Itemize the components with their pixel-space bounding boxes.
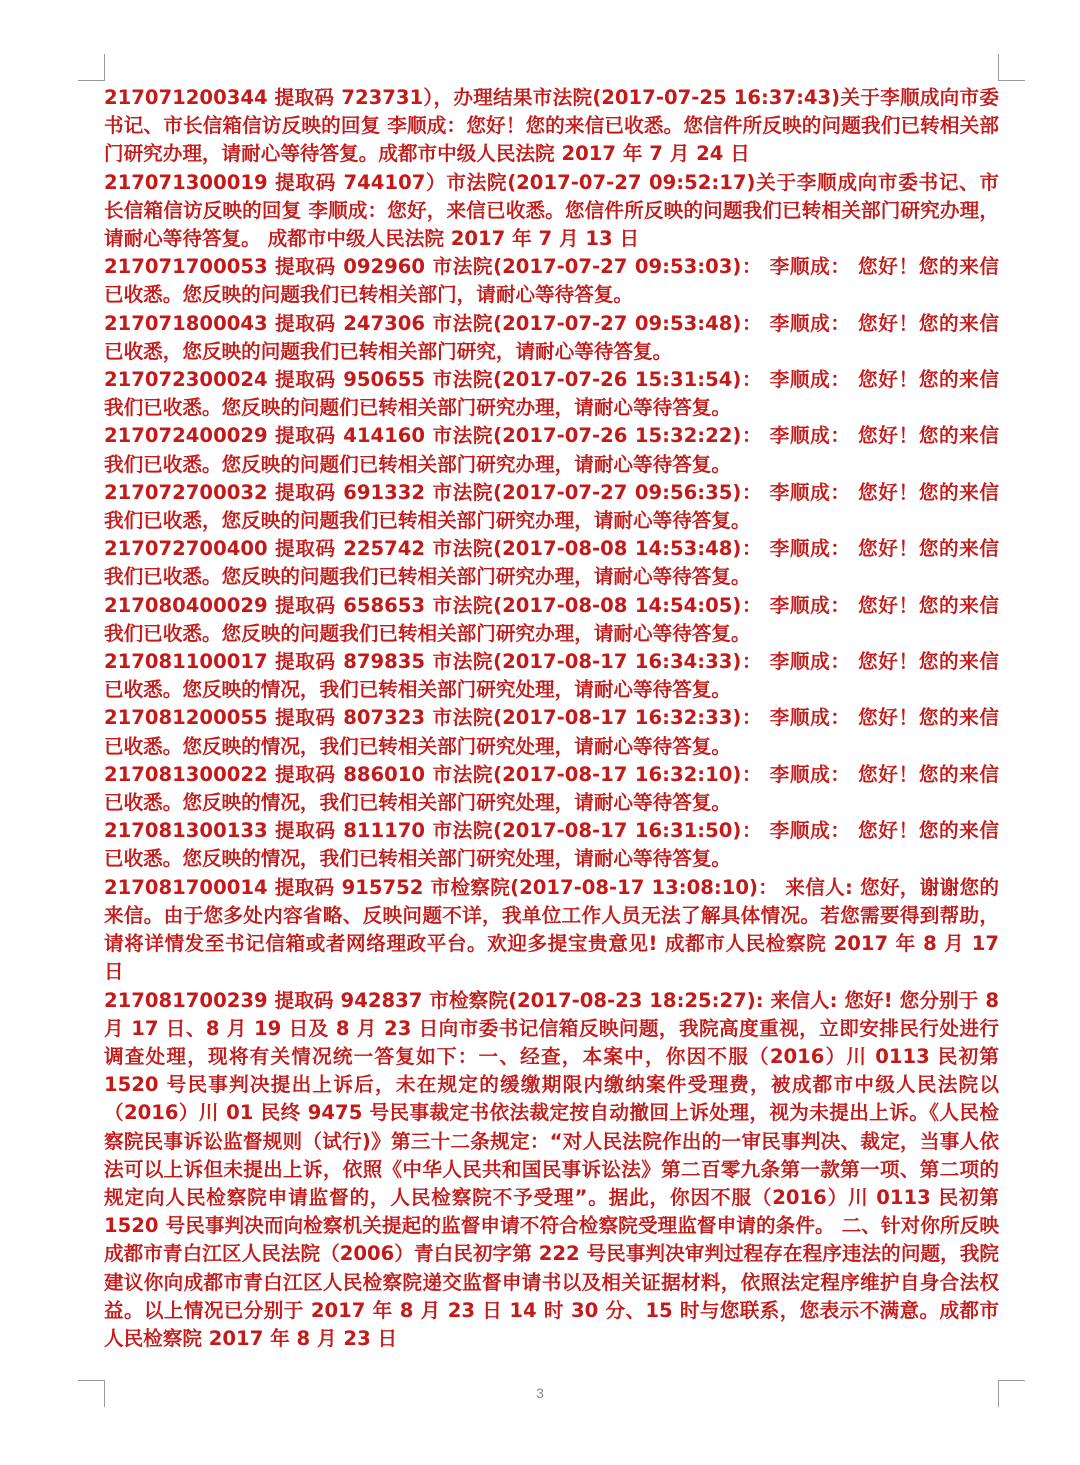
paragraph: 217080400029 提取码 658653 市法院(2017-08-08 14:54:05)： 李顺成： 您好！您的来信我们已收悉。您反映的问题我们已转相关部门研究办理，请耐心等待答复。 — [104, 593, 999, 645]
crop-mark-top-left — [78, 54, 105, 81]
paragraph: 217071700053 提取码 092960 市法院(2017-07-27 09:53:03)： 李顺成： 您好！您的来信已收悉。您反映的问题我们已转相关部门，请耐心等待答复。 — [104, 255, 999, 307]
paragraph: 217071200344 提取码 723731），办理结果市法院(2017-07-25 16:37:43)关于李顺成向市委书记、市长信箱信访反映的回复 李顺成：您好！您的来信已收悉。您信件所反映的问题我们已转相关部门研究办理，请耐心等待答复。成都市中级人民法院 2017 年 7 月 24 日 — [104, 86, 999, 166]
paragraph: 217072700032 提取码 691332 市法院(2017-07-27 09:56:35)： 李顺成： 您好！您的来信我们已收悉，您反映的问题我们已转相关部门研究办理，请耐心等待答复。 — [104, 480, 999, 533]
document-body — [104, 84, 999, 1353]
paragraph: 217081300022 提取码 886010 市法院(2017-08-17 16:32:10)： 李顺成： 您好！您的来信已收悉。您反映的情况，我们已转相关部门研究处理，请耐心等待答复。 — [104, 762, 999, 815]
paragraph: 217081200055 提取码 807323 市法院(2017-08-17 16:32:33)： 李顺成： 您好！您的来信已收悉。您反映的情况，我们已转相关部门研究处理，请耐心等待答复。 — [104, 706, 999, 758]
paragraph: 217081700239 提取码 942837 市检察院(2017-08-23 18:25:27): 来信人: 您好! 您分别于 8 月 17 日、8 月 19 日及 8 月 23 日向市委书记信箱反映问题，我院高度重视，立即安排民行处进行调查处理，现将有关情况统一答复如下：一、经查，本案中，你因不服（2016）川 0113 民初第 1520 号民事判决提出上诉后，未在规定的缓缴期限内缴纳案件受理费，被成都市中级人民法院以（2016）川 01 民终 9475 号民事裁定书依法裁定按自动撤回上诉处理，视为未提出上诉。《人民检察院民事诉讼监督规则（试行)》第三十二条规定：“对人民法院作出的一审民事判决、裁定，当事人依法可以上诉但未提出上诉，依照《中华人民共和国民事诉讼法》第二百零九条第一款第一项、第二项的规定向人民检察院申请监督的，人民检察院不予受理”。据此，你因不服（2016）川 0113 民初第 1520 号民事判决而向检察机关提起的监督申请不符合检察院受理监督申请的条件。 二、针对你所反映成都市青白江区人民法院（2006）青白民初字第 222 号民事判决审判过程存在程序违法的问题，我院建议你向成都市青白江区人民检察院递交监督申请书以及相关证据材料，依照法定程序维护自身合法权益。以上情况已分别于 2017 年 8 月 23 日 14 时 30 分、15 时与您联系，您表示不满意。成都市人民检察院 2017 年 8 月 23 日 — [104, 988, 999, 1350]
paragraph: 217072300024 提取码 950655 市法院(2017-07-26 15:31:54)： 李顺成： 您好！您的来信我们已收悉。您反映的问题们已转相关部门研究办理，请耐心等待答复。 — [104, 368, 999, 420]
paragraph: 217081100017 提取码 879835 市法院(2017-08-17 16:34:33)： 李顺成： 您好！您的来信已收悉。您反映的情况，我们已转相关部门研究处理，请耐心等待答复。 — [104, 650, 999, 702]
paragraph: 217071300019 提取码 744107）市法院(2017-07-27 09:52:17)关于李顺成向市委书记、市长信箱信访反映的回复 李顺成：您好，来信已收悉。您信件所反映的问题我们已转相关部门研究办理，请耐心等待答复。 成都市中级人民法院 2017 年 7 月 13 日 — [104, 170, 999, 251]
page-number: 3 — [536, 1385, 544, 1401]
paragraph: 217072400029 提取码 414160 市法院(2017-07-26 15:32:22)： 李顺成： 您好！您的来信我们已收悉。您反映的问题们已转相关部门研究办理，请耐心等待答复。 — [104, 424, 999, 476]
paragraph: 217072700400 提取码 225742 市法院(2017-08-08 14:53:48)： 李顺成： 您好！您的来信我们已收悉。您反映的问题我们已转相关部门研究办理，请耐心等待答复。 — [104, 537, 999, 589]
crop-mark-top-right — [998, 54, 1025, 81]
paragraph: 217071800043 提取码 247306 市法院(2017-07-27 09:53:48)： 李顺成： 您好！您的来信已收悉，您反映的问题我们已转相关部门研究，请耐心等待答复。 — [104, 311, 999, 363]
paragraph: 217081300133 提取码 811170 市法院(2017-08-17 16:31:50)： 李顺成： 您好！您的来信已收悉。您反映的情况，我们已转相关部门研究处理，请耐心等待答复。 — [104, 819, 999, 871]
paragraph: 217081700014 提取码 915752 市检察院(2017-08-17 13:08:10)： 来信人: 您好，谢谢您的来信。由于您多处内容省略、反映问题不详，我单位工作人员无法了解具体情况。若您需要得到帮助，请将详情发至书记信箱或者网络理政平台。欢迎多提宝贵意见! 成都市人民检察院 2017 年 8 月 17 日 — [104, 875, 999, 984]
